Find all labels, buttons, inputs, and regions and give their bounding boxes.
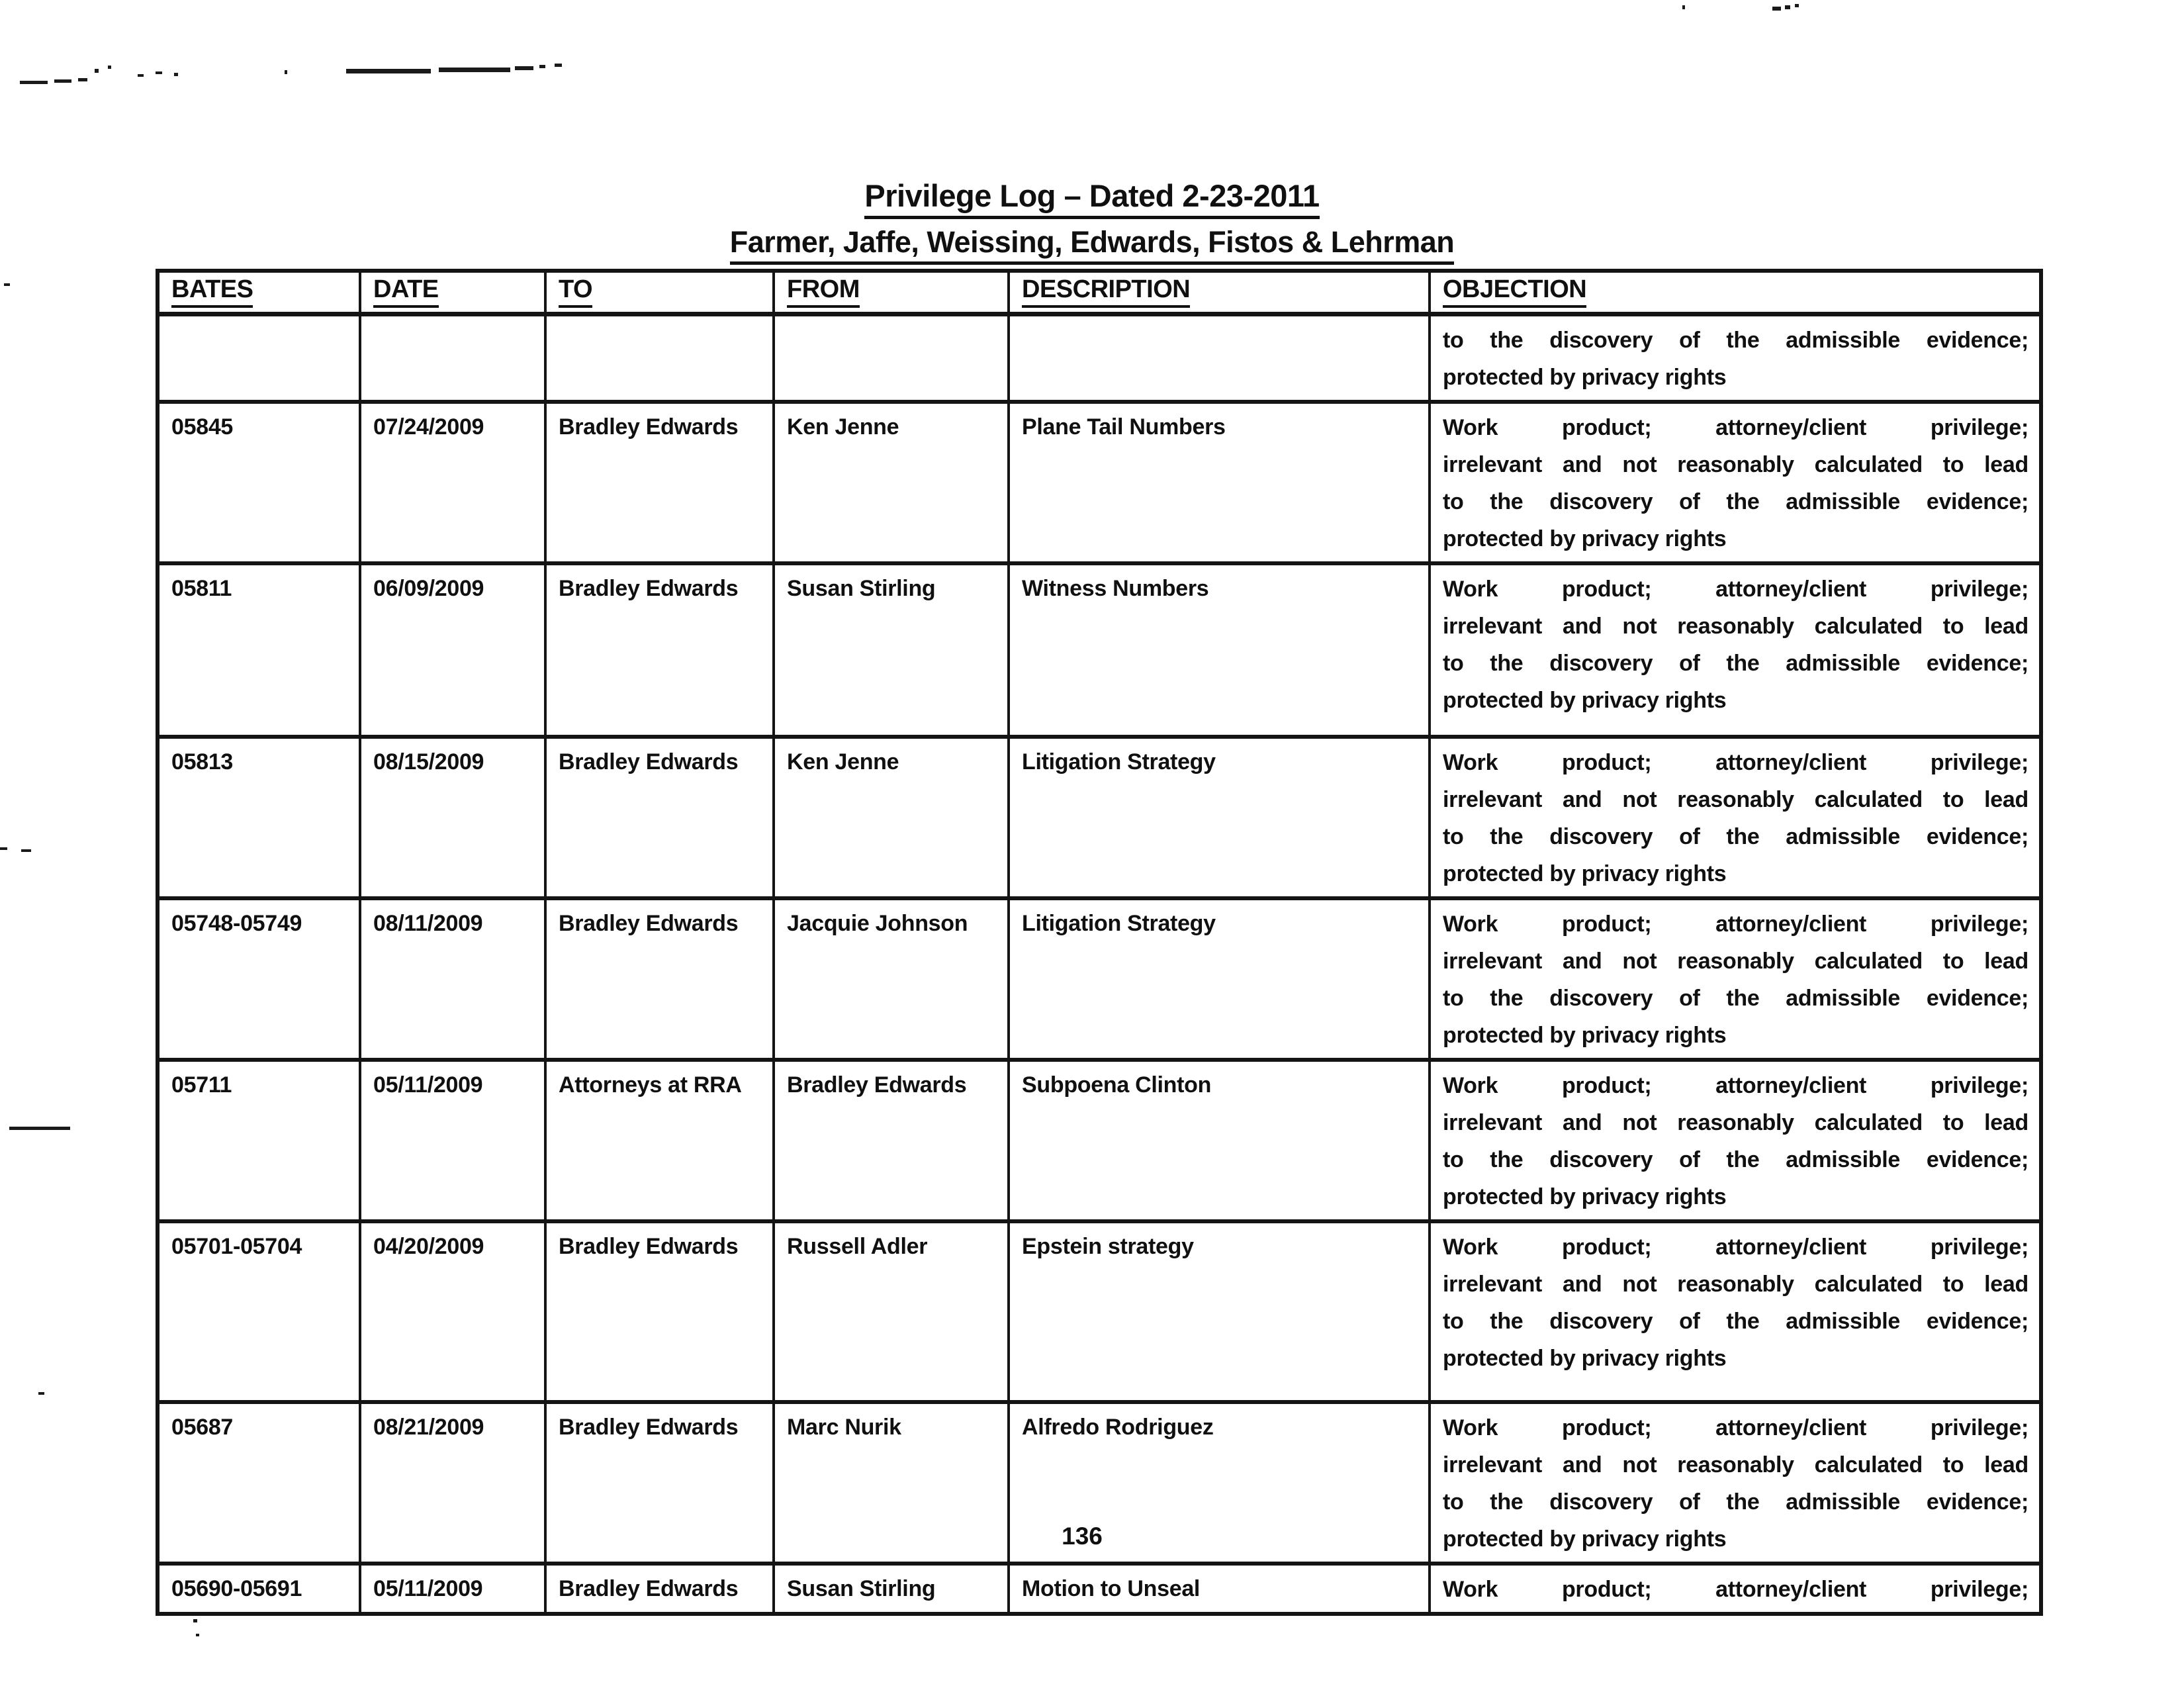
from-cell: [774, 563, 1009, 737]
scan-artifact: [1682, 5, 1685, 9]
from-value: Ken Jenne: [787, 749, 899, 774]
scan-artifact: [156, 71, 162, 74]
objection-line: irrelevant and not reasonably calculated to lead: [1443, 614, 2028, 639]
description-value: Alfredo Rodriguez: [1022, 1415, 1214, 1440]
bates-value: 05845: [171, 414, 234, 440]
objection-line: irrelevant and not reasonably calculated to lead: [1443, 1452, 2028, 1477]
to-value: Bradley Edwards: [559, 576, 739, 601]
scan-artifact: [174, 73, 178, 76]
date-value: 08/15/2009: [373, 749, 484, 774]
to-value: [559, 322, 762, 324]
to-value: Attorneys at RRA: [559, 1072, 742, 1098]
column-header-bates: BATES: [158, 271, 360, 314]
to-cell: [545, 563, 774, 737]
date-value: 04/20/2009: [373, 1234, 484, 1259]
to-value: Bradley Edwards: [559, 414, 739, 440]
date-value: 05/11/2009: [373, 1576, 483, 1601]
table-row: [158, 563, 2041, 737]
bates-value: 05813: [171, 749, 234, 774]
column-header-date: DATE: [360, 271, 545, 314]
scan-artifact: [4, 283, 10, 286]
table-row: [158, 898, 2041, 1060]
page-number: 136: [1062, 1523, 1103, 1550]
objection-line: irrelevant and not reasonably calculated to lead: [1443, 1272, 2028, 1297]
bates-cell: [158, 563, 360, 737]
bates-value: 05748-05749: [171, 911, 302, 936]
objection-line: Work product; attorney/client privilege;: [1443, 912, 2028, 937]
description-value: Litigation Strategy: [1022, 911, 1216, 936]
date-cell: [360, 563, 545, 737]
objection-cell: [1430, 1060, 2041, 1221]
from-cell: [774, 1060, 1009, 1221]
scan-artifact: [346, 69, 431, 73]
objection-line: protected by privacy rights: [1443, 861, 1727, 886]
from-cell: [774, 1402, 1009, 1564]
column-header-from: FROM: [774, 271, 1009, 314]
date-value: [373, 322, 533, 324]
objection-cell: [1430, 737, 2041, 898]
objection-line: Work product; attorney/client privilege;: [1443, 1577, 2028, 1602]
table-row: [158, 737, 2041, 898]
scan-artifact: [95, 69, 99, 73]
to-cell: [545, 1402, 774, 1564]
scan-artifact: [38, 1392, 44, 1395]
objection-cell: [1430, 1402, 2041, 1564]
objection-line: protected by privacy rights: [1443, 1526, 1727, 1552]
from-value: Jacquie Johnson: [787, 911, 968, 936]
privilege-table-body: [158, 314, 2041, 1615]
objection-line: protected by privacy rights: [1443, 1184, 1727, 1209]
description-cell: [1009, 1221, 1430, 1402]
page-title: Privilege Log – Dated 2-23-2011: [864, 177, 1319, 219]
table-row: [158, 1564, 2041, 1614]
description-cell: [1009, 898, 1430, 1060]
objection-line: irrelevant and not reasonably calculated to lead: [1443, 452, 2028, 477]
scan-artifact: [1785, 5, 1790, 9]
from-value: Susan Stirling: [787, 576, 936, 601]
date-cell: [360, 1221, 545, 1402]
date-value: 08/11/2009: [373, 911, 483, 936]
description-cell: [1009, 1060, 1430, 1221]
to-value: Bradley Edwards: [559, 911, 739, 936]
date-cell: [360, 1060, 545, 1221]
from-value: Ken Jenne: [787, 414, 899, 440]
from-value: [787, 322, 997, 324]
description-value: Litigation Strategy: [1022, 749, 1216, 774]
objection-line: Work product; attorney/client privilege;: [1443, 750, 2028, 775]
objection-line: to the discovery of the admissible evidence;: [1443, 824, 2028, 849]
scan-artifact: [138, 74, 144, 77]
scan-artifact: [539, 65, 545, 68]
date-cell: [360, 1402, 545, 1564]
table-row: [158, 1221, 2041, 1402]
objection-cell: [1430, 898, 2041, 1060]
objection-line: Work product; attorney/client privilege;: [1443, 577, 2028, 602]
objection-line: to the discovery of the admissible evidence;: [1443, 1309, 2028, 1334]
bates-cell: [158, 1564, 360, 1614]
from-cell: [774, 737, 1009, 898]
to-cell: [545, 402, 774, 563]
page-subtitle: Farmer, Jaffe, Weissing, Edwards, Fistos & Lehrman: [730, 225, 1455, 265]
date-value: 06/09/2009: [373, 576, 484, 601]
to-value: Bradley Edwards: [559, 1576, 739, 1601]
bates-value: 05711: [171, 1072, 232, 1098]
to-cell: [545, 1564, 774, 1614]
from-value: Bradley Edwards: [787, 1072, 967, 1098]
from-value: Susan Stirling: [787, 1576, 936, 1601]
scan-artifact: [21, 849, 31, 852]
date-value: 08/21/2009: [373, 1415, 484, 1440]
description-value: Witness Numbers: [1022, 576, 1209, 601]
objection-line: Work product; attorney/client privilege;: [1443, 1235, 2028, 1260]
description-cell: [1009, 737, 1430, 898]
to-cell: [545, 898, 774, 1060]
date-value: 05/11/2009: [373, 1072, 483, 1098]
to-cell: [545, 737, 774, 898]
objection-cell: [1430, 402, 2041, 563]
scan-artifact: [1795, 4, 1799, 7]
scan-artifact: [555, 64, 562, 67]
description-value: Motion to Unseal: [1022, 1576, 1201, 1601]
objection-line: protected by privacy rights: [1443, 365, 1727, 390]
scan-artifact: [20, 81, 48, 84]
scan-artifact: [196, 1634, 199, 1636]
scan-artifact: [0, 847, 7, 850]
to-cell: [545, 314, 774, 402]
description-value: Subpoena Clinton: [1022, 1072, 1212, 1098]
header-row: [158, 271, 2041, 314]
bates-cell: [158, 737, 360, 898]
from-cell: [774, 1564, 1009, 1614]
objection-line: Work product; attorney/client privilege;: [1443, 1073, 2028, 1098]
table-row: [158, 314, 2041, 402]
objection-cell: [1430, 1221, 2041, 1402]
from-value: Marc Nurik: [787, 1415, 901, 1440]
scan-artifact: [439, 68, 510, 72]
from-cell: [774, 1221, 1009, 1402]
bates-value: 05687: [171, 1415, 234, 1440]
date-value: 07/24/2009: [373, 414, 484, 440]
table-row: [158, 1060, 2041, 1221]
bates-cell: [158, 402, 360, 563]
column-header-to: TO: [545, 271, 774, 314]
privilege-log-table: [156, 269, 2043, 1616]
bates-value: 05701-05704: [171, 1234, 302, 1259]
objection-cell: [1430, 563, 2041, 737]
bates-cell: [158, 1060, 360, 1221]
objection-line: to the discovery of the admissible evidence;: [1443, 1147, 2028, 1172]
description-value: Plane Tail Numbers: [1022, 414, 1226, 440]
from-cell: [774, 402, 1009, 563]
objection-line: to the discovery of the admissible evidence;: [1443, 1489, 2028, 1515]
objection-line: irrelevant and not reasonably calculated to lead: [1443, 787, 2028, 812]
scan-artifact: [515, 66, 533, 70]
bates-cell: [158, 1402, 360, 1564]
description-value: Epstein strategy: [1022, 1234, 1194, 1259]
scan-artifact: [1772, 7, 1781, 11]
date-cell: [360, 1564, 545, 1614]
from-value: Russell Adler: [787, 1234, 928, 1259]
objection-line: protected by privacy rights: [1443, 688, 1727, 713]
date-cell: [360, 737, 545, 898]
date-cell: [360, 314, 545, 402]
description-cell: [1009, 402, 1430, 563]
to-value: Bradley Edwards: [559, 749, 739, 774]
to-value: Bradley Edwards: [559, 1234, 739, 1259]
objection-line: protected by privacy rights: [1443, 526, 1727, 551]
bates-value: [171, 322, 348, 324]
to-cell: [545, 1060, 774, 1221]
objection-line: to the discovery of the admissible evidence;: [1443, 651, 2028, 676]
scan-artifact: [54, 79, 71, 83]
description-value: [1022, 322, 1418, 324]
table-row: [158, 402, 2041, 563]
bates-value: 05690-05691: [171, 1576, 302, 1601]
objection-line: Work product; attorney/client privilege;: [1443, 415, 2028, 440]
objection-line: to the discovery of the admissible evidence;: [1443, 328, 2028, 353]
bates-value: 05811: [171, 576, 232, 601]
column-header-description: DESCRIPTION: [1009, 271, 1430, 314]
bates-cell: [158, 314, 360, 402]
to-value: Bradley Edwards: [559, 1415, 739, 1440]
scan-artifact: [285, 70, 287, 74]
objection-line: irrelevant and not reasonably calculated to lead: [1443, 1110, 2028, 1135]
objection-cell: [1430, 314, 2041, 402]
scan-artifact: [9, 1127, 70, 1130]
objection-line: to the discovery of the admissible evidence;: [1443, 986, 2028, 1011]
from-cell: [774, 898, 1009, 1060]
bates-cell: [158, 1221, 360, 1402]
description-cell: [1009, 314, 1430, 402]
scan-artifact: [78, 78, 87, 81]
date-cell: [360, 898, 545, 1060]
to-cell: [545, 1221, 774, 1402]
objection-line: irrelevant and not reasonably calculated to lead: [1443, 949, 2028, 974]
objection-cell: [1430, 1564, 2041, 1614]
description-cell: [1009, 563, 1430, 737]
bates-cell: [158, 898, 360, 1060]
objection-line: to the discovery of the admissible evidence;: [1443, 489, 2028, 514]
from-cell: [774, 314, 1009, 402]
objection-line: protected by privacy rights: [1443, 1023, 1727, 1048]
objection-line: Work product; attorney/client privilege;: [1443, 1415, 2028, 1440]
date-cell: [360, 402, 545, 563]
objection-line: protected by privacy rights: [1443, 1346, 1727, 1371]
scan-artifact: [108, 66, 111, 69]
description-cell: [1009, 1564, 1430, 1614]
scan-artifact: [193, 1619, 197, 1622]
column-header-objection: OBJECTION: [1430, 271, 2041, 314]
